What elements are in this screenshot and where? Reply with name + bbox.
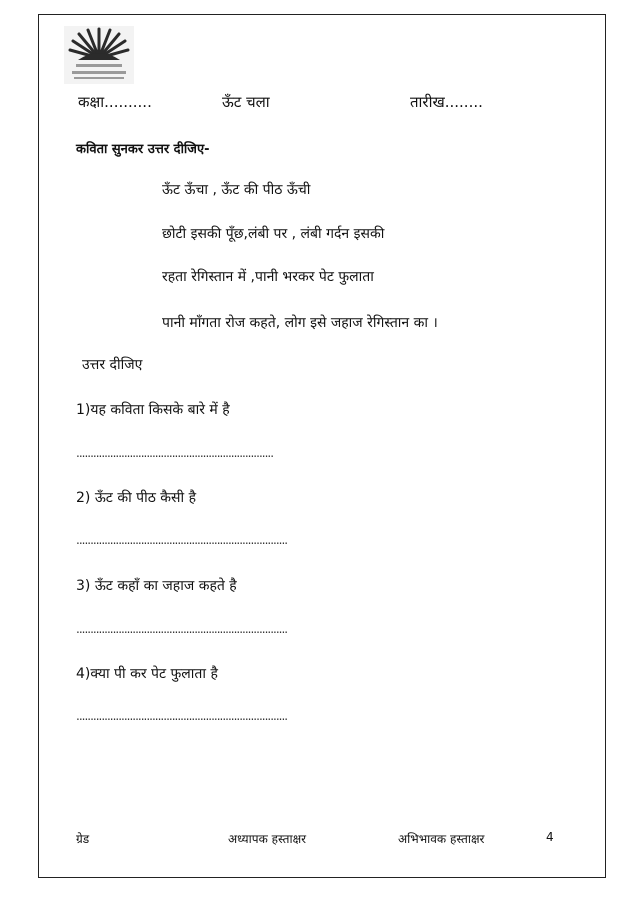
question-text: 3) ऊँट कहाँ का जहाज कहते है (76, 578, 237, 594)
worksheet-title: ऊँट चला (222, 93, 270, 111)
answer-line[interactable]: ........................................................................... (76, 622, 288, 636)
page-number: 4 (546, 830, 554, 844)
poem-line: ऊँट ऊँचा , ऊँट की पीठ ऊँची (162, 182, 311, 198)
instruction-heading: कविता सुनकर उत्तर दीजिए- (76, 142, 210, 157)
school-logo-icon (64, 26, 134, 84)
poem-line: रहता रेगिस्तान में ,पानी भरकर पेट फुलाता (162, 269, 374, 285)
question-text: 1)यह कविता किसके बारे में है (76, 402, 230, 418)
answer-line[interactable]: ........................................................................... (76, 709, 288, 723)
date-label: तारीख........ (410, 93, 483, 111)
poem-line: पानी माँगता रोज कहते, लोग इसे जहाज रेगिस्तान का । (162, 315, 438, 331)
question-text: 4)क्या पी कर पेट फुलाता है (76, 666, 218, 682)
class-label: कक्षा.......... (78, 93, 152, 111)
answer-heading: उत्तर दीजिए (82, 357, 143, 373)
answer-line[interactable]: ...................................................................... (76, 446, 274, 460)
teacher-signature-label: अध्यापक हस्ताक्षर (228, 832, 307, 846)
question-text: 2) ऊँट की पीठ कैसी है (76, 490, 197, 506)
grade-label: ग्रेड (76, 832, 90, 846)
guardian-signature-label: अभिभावक हस्ताक्षर (398, 832, 485, 846)
poem-line: छोटी इसकी पूँछ,लंबी पर , लंबी गर्दन इसकी (162, 226, 385, 242)
answer-line[interactable]: ........................................................................... (76, 533, 288, 547)
